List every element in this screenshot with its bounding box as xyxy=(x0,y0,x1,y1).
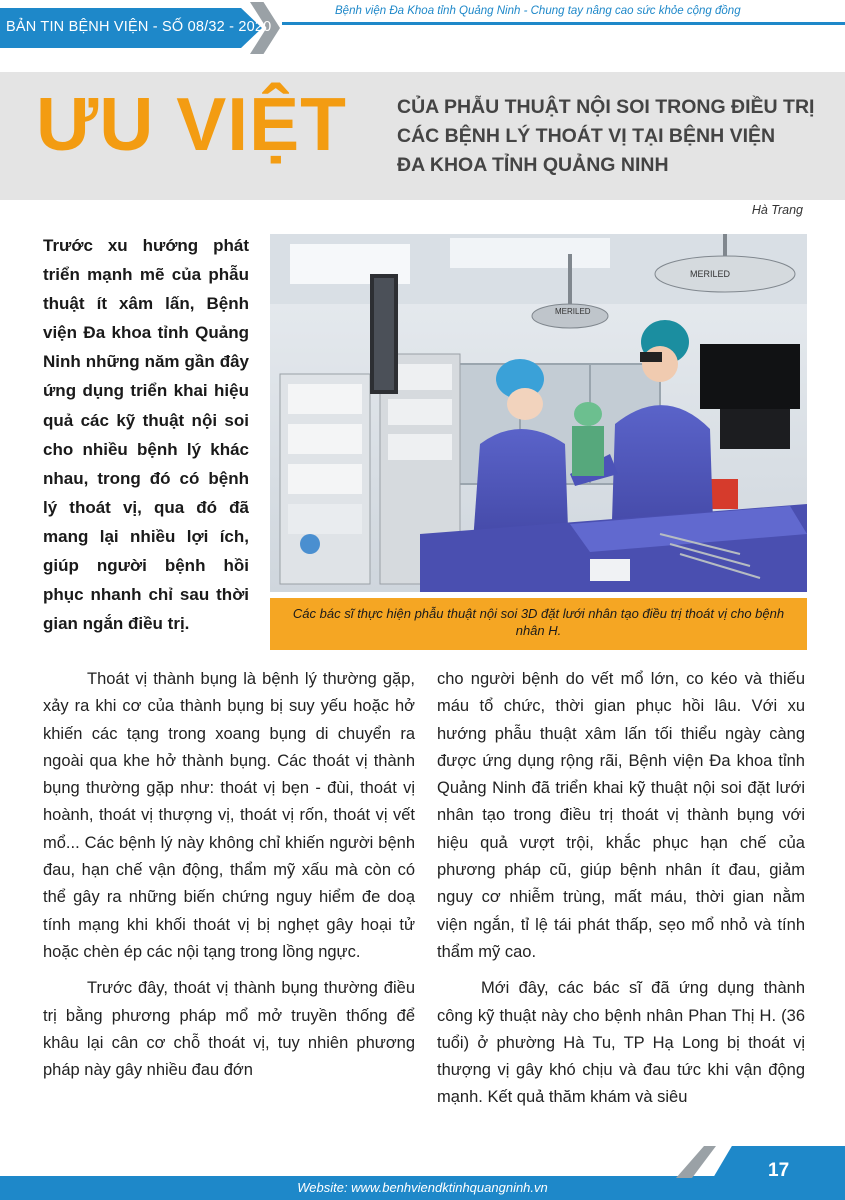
body-paragraph: cho người bệnh do vết mổ lớn, co kéo và thiếu máu tổ chức, thời gian phục hồi lâu. Với xu hướng phẫu thuật xâm lấn tối thiểu ngày càng được ứng dụng rộng rãi, Bệnh viện Đa khoa tỉnh Quảng Ninh đã triển khai kỹ thuật nội soi đặt lưới nhân tạo trong điều trị thoát vị thành bụng với hiệu quả vượt trội, khắc phục hạn chế của phương pháp cũ, giúp bệnh nhân ít đau, giảm nguy cơ nhiễm trùng, mất máu, thời gian nằm viện ngắn, tỉ lệ tái phát thấp, sẹo mổ nhỏ và tính thẩm mỹ cao. xyxy=(437,670,805,961)
body-column-right xyxy=(437,666,805,1121)
subtitle-line: ĐA KHOA TỈNH QUẢNG NINH xyxy=(397,154,669,176)
light-brand-label: MERILED xyxy=(555,307,591,316)
hospital-slogan: Bệnh viện Đa Khoa tỉnh Quảng Ninh - Chung tay nâng cao sức khỏe cộng đồng xyxy=(335,5,741,17)
header-rule xyxy=(282,22,845,25)
article-subtitle xyxy=(397,93,827,180)
article-author: Hà Trang xyxy=(751,203,803,217)
body-paragraph: Mới đây, các bác sĩ đã ứng dụng thành công kỹ thuật này cho bệnh nhân Phan Thị H. (36 tuổi) ở phường Hà Tu, TP Hạ Long bị thoát vị thượng vị gây khó chịu và đau tức khi vận động mạnh. Kết quả thăm khám và siêu xyxy=(437,979,805,1107)
article-big-title: ƯU VIỆT xyxy=(36,82,347,166)
light-brand-label: MERILED xyxy=(690,269,731,279)
subtitle-line: CỦA PHẪU THUẬT NỘI SOI TRONG ĐIỀU TRỊ xyxy=(397,96,815,118)
page-number: 17 xyxy=(768,1160,790,1181)
subtitle-line: CÁC BỆNH LÝ THOÁT VỊ TẠI BỆNH VIỆN xyxy=(397,125,776,147)
footer-accent-stripe xyxy=(676,1146,716,1178)
body-paragraph: Thoát vị thành bụng là bệnh lý thường gặp, xảy ra khi cơ của thành bụng bị suy yếu hoặc hở khiến các tạng trong xoang bụng di chuyển ra ngoài qua khe hở thành bụng. Các thoát vị thành bụng thường gặp như: thoát vị bẹn - đùi, thoát vị hoành, thoát vị thượng vị, thoát vị rốn, thoát vị vết mổ... Các bệnh lý này không chỉ khiến người bệnh đau, hạn chế vận động, thẩm mỹ xấu mà còn có thể gây ra những biến chứng nguy hiểm đe doạ tính mạng khi khối thoát vị bị nghẹt gây hoại tử hoặc chèn ép các nội tạng trong lồng ngực. xyxy=(43,670,415,961)
footer-website[interactable]: Website: www.benhviendktinhquangninh.vn xyxy=(297,1180,548,1195)
article-intro: Trước xu hướng phát triển mạnh mẽ của phẫu thuật ít xâm lấn, Bệnh viện Đa khoa tỉnh Quảng Ninh những năm gần đây ứng dụng triển khai hiệu quả các kỹ thuật nội soi cho nhiều bệnh lý khác nhau, trong đó có bệnh lý thoát vị, qua đó đã mang lại nhiều lợi ích, giúp người bệnh hồi phục nhanh chỉ sau thời gian ngắn điều trị. xyxy=(43,236,249,634)
body-column-left xyxy=(43,666,415,1093)
issue-label: BẢN TIN BỆNH VIỆN - SỐ 08/32 - 2020 xyxy=(6,19,272,35)
surgery-photo xyxy=(270,234,807,592)
body-paragraph: Trước đây, thoát vị thành bụng thường điều trị bằng phương pháp mổ mở truyền thống để khâu lại cân cơ chỗ thoát vị, tuy nhiên phương pháp này gây nhiều đau đớn xyxy=(43,979,415,1080)
photo-caption: Các bác sĩ thực hiện phẫu thuật nội soi 3D đặt lưới nhân tạo điều trị thoát vị cho bệnh nhân H. xyxy=(270,598,807,650)
